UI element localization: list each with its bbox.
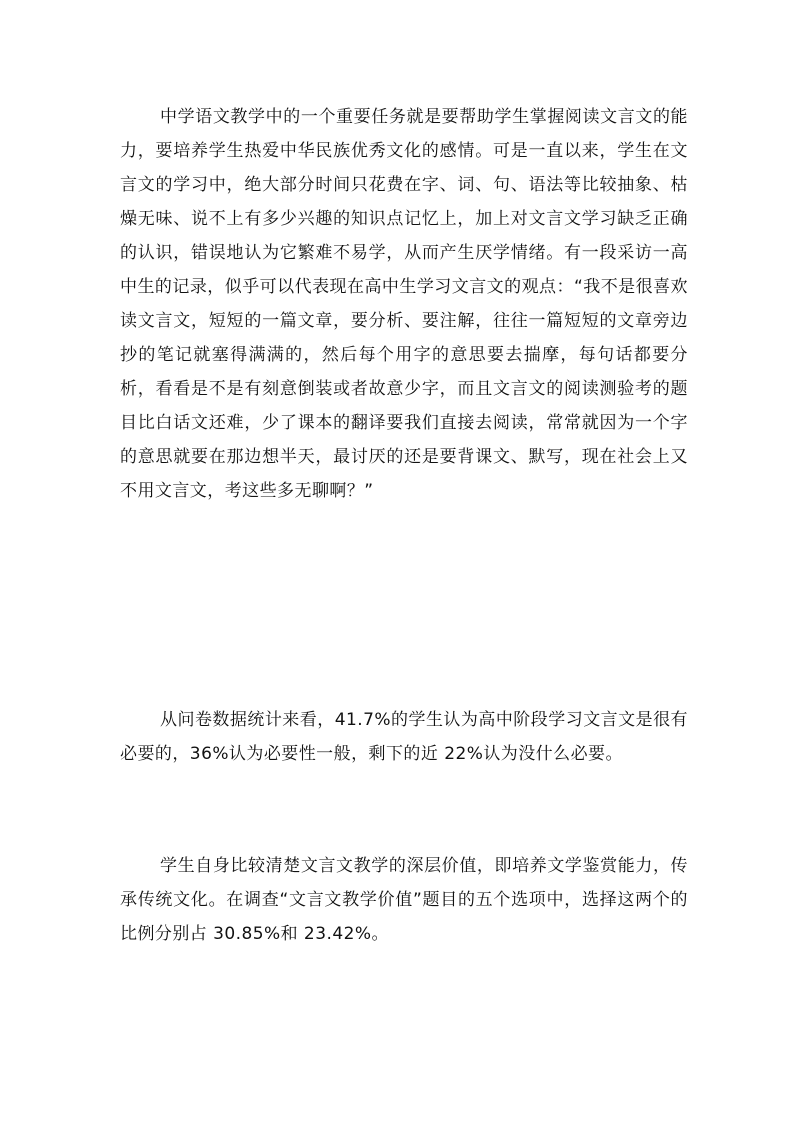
paragraph-teaching-value: 学生自身比较清楚文言文教学的深层价值，即培养文学鉴赏能力，传承传统文化。在调查“文言文教学价值”题目的五个选项中，选择这两个的比例分别占 30.85%和 23.42%。: [120, 856, 688, 944]
paragraph-classical-chinese-teaching: 中学语文教学中的一个重要任务就是要帮助学生掌握阅读文言文的能力，要培养学生热爱中华民族优秀文化的感情。可是一直以来，学生在文言文的学习中，绝大部分时间只花费在字、词、句、语法等比较抽象、枯燥无味、说不上有多少兴趣的知识点记忆上，加上对文言文学习缺乏正确的认识，错误地认为它繁难不易学，从而产生厌学情绪。有一段采访一高中生的记录，似乎可以代表现在高中生学习文言文的观点：“我不是很喜欢读文言文，短短的一篇文章，要分析、要注解，往往一篇短短的文章旁边抄的笔记就塞得满满的，然后每个用字的意思要去揣摩，每句话都要分析，看看是不是有刻意倒装或者故意少字，而且文言文的阅读测验考的题目比白话文还难，少了课本的翻译要我们直接去阅读，常常就因为一个字的意思就要在那边想半天，最讨厌的还是要背课文、默写，现在社会上又不用文言文，考这些多无聊啊？”: [120, 107, 688, 501]
paragraph-survey-necessity: 从问卷数据统计来看，41.7%的学生认为高中阶段学习文言文是很有必要的，36%认为必要性一般，剩下的近 22%认为没什么必要。: [120, 710, 688, 764]
